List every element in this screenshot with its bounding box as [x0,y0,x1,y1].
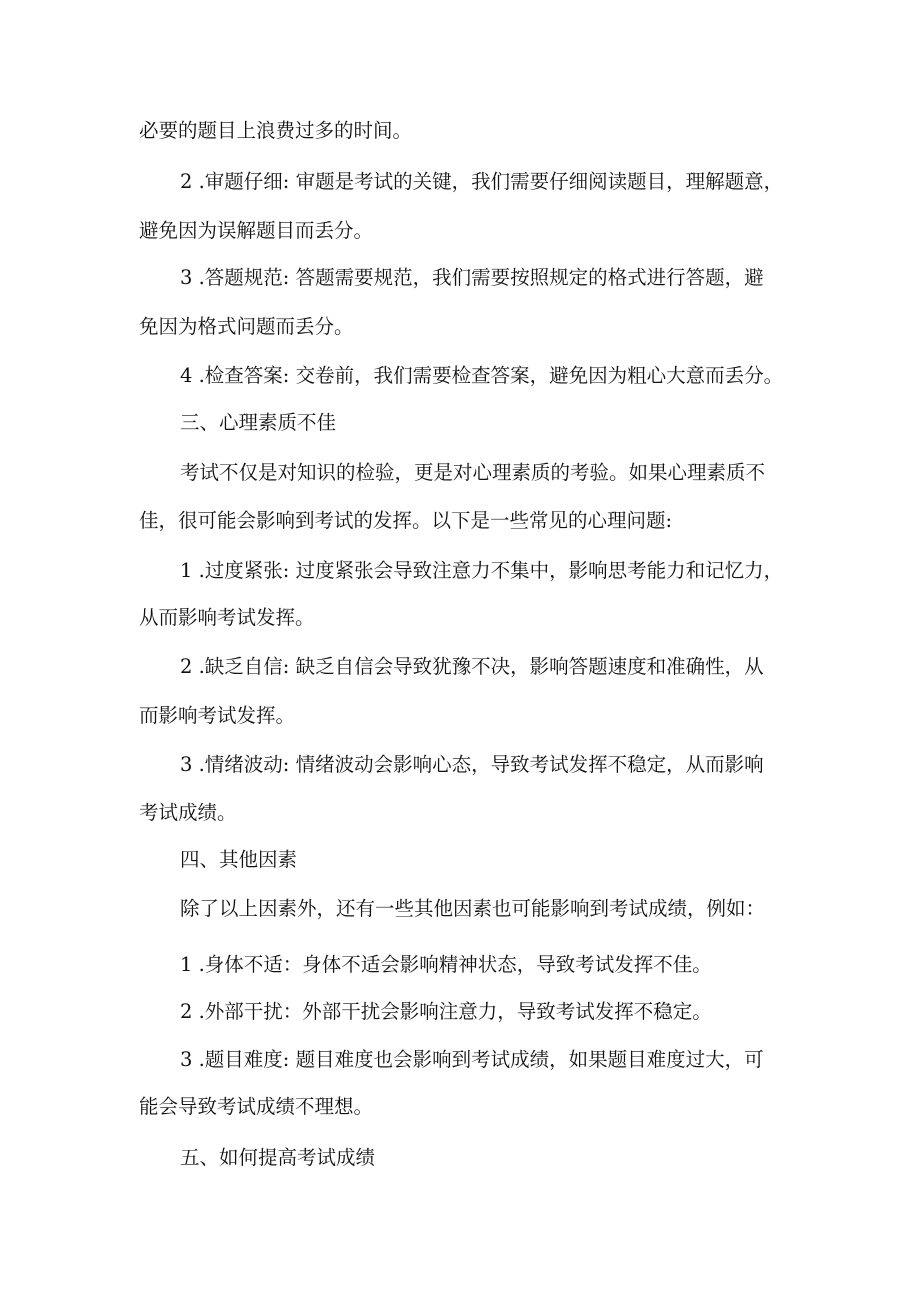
section-heading: 三、心理素质不佳 [180,411,337,434]
text-line: 而影响考试发挥。 [139,704,296,727]
list-item-text: 3 .答题规范: 答题需要规范，我们需要按照规定的格式进行答题，避 [180,266,764,289]
section-heading: 四、其他因素 [180,848,298,871]
text-line: 考试成绩。 [139,801,237,824]
text-line: 避免因为误解题目而丢分。 [139,219,374,242]
paragraph-text: 佳，很可能会影响到考试的发挥。以下是一些常见的心理问题: [139,509,673,532]
list-item-text: 4 .检查答案: 交卷前，我们需要检查答案，避免因为粗心大意而丢分。 [180,364,784,387]
list-item-text: 1 .过度紧张: 过度紧张会导致注意力不集中，影响思考能力和记忆力， [180,559,784,582]
list-item-text: 2 .外部干扰：外部干扰会影响注意力，导致考试发挥不稳定。 [180,1000,712,1023]
list-item-text: 2 .审题仔细: 审题是考试的关键，我们需要仔细阅读题目，理解题意， [180,170,784,193]
section-heading: 五、如何提高考试成绩 [180,1146,376,1169]
text-line: 免因为格式问题而丢分。 [139,315,354,338]
text-line: 必要的题目上浪费过多的时间。 [139,119,413,142]
list-item-text: 1 .身体不适：身体不适会影响精神状态，导致考试发挥不佳。 [180,953,712,976]
text-line: 从而影响考试发挥。 [139,606,315,629]
list-item-text: 2 .缺乏自信: 缺乏自信会导致犹豫不决，影响答题速度和准确性，从 [180,655,764,678]
paragraph-text: 考试不仅是对知识的检验，更是对心理素质的考验。如果心理素质不 [180,461,766,484]
text-line: 能会导致考试成绩不理想。 [139,1095,374,1118]
list-item-text: 3 .情绪波动: 情绪波动会影响心态，导致考试发挥不稳定，从而影响 [180,753,764,776]
list-item-text: 3 .题目难度: 题目难度也会影响到考试成绩，如果题目难度过大，可 [180,1048,764,1071]
paragraph-text: 除了以上因素外，还有一些其他因素也可能影响到考试成绩，例如： [180,897,766,920]
